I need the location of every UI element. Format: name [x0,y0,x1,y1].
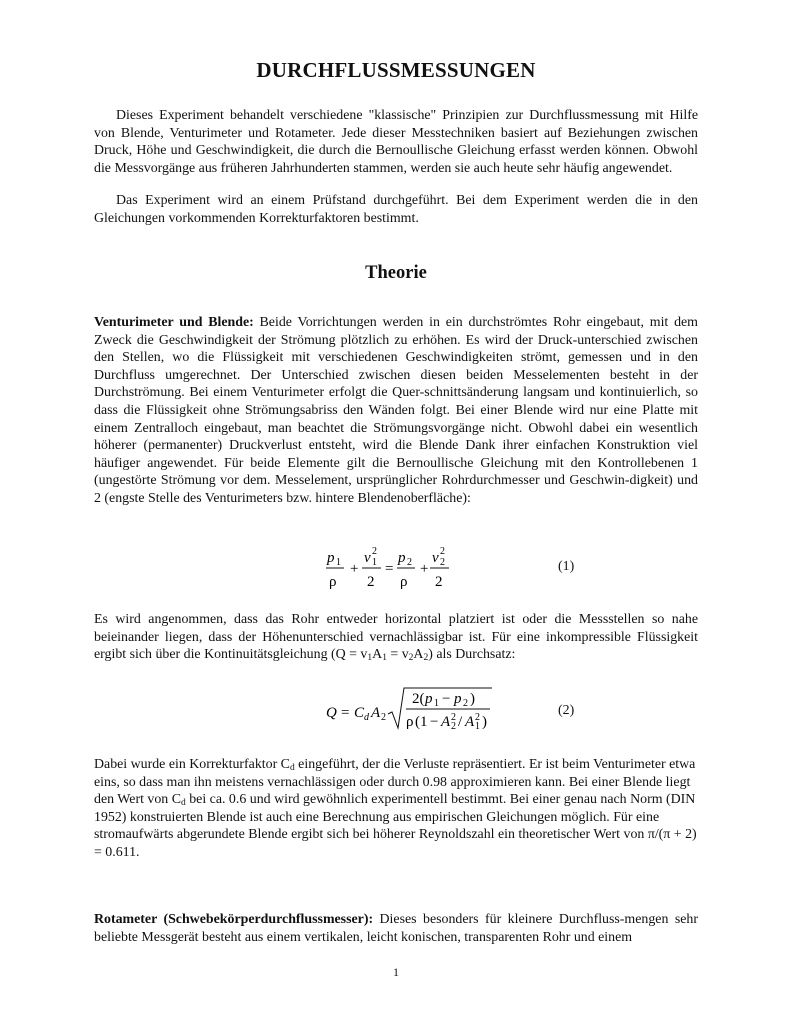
svg-text:1: 1 [372,557,377,568]
venturi-text: Beide Vorrichtungen werden in ein durchströmtes Rohr eingebaut, mit dem Zweck die Geschwindigkeit der Strömung plötzlich zu erhöhen. Es wird der Druck-unterschied zwischen den Stellen, wo die Flüssigkeit mit verschiedenen Geschwindigkeiten strömt, gemessen und in den Durchfluss umgerechnet. Der Unterschied zwischen diesen beiden Messelementen besteht in der Durchströmung. Bei einem Venturimeter erfolgt die Quer-schnittsänderung langsam und kontinuierlich, so dass die Flüssigkeit ohne Strömungsabriss den Wänden folgt. Bei einer Blende wird nur eine Platte mit einem Zentralloch eingebaut, man beachtet die Strömungsvorgänge nicht. Obwohl dabei ein wesentlich höherer (permanenter) Druckverlust entsteht, wird die Blende Dank ihrer einfachen Konstruktion viel häufiger angewendet. Für beide Elemente gilt die Bernoullische Gleichung mit den Kontrollebenen 1 (ungestörte Strömung vor dem. Messelement, ursprünglicher Rohrdurchmesser und Geschwin-digkeit) und 2 (engste Stelle des Venturimeters bzw. hintere Blendenoberfläche): [94,315,698,506]
svg-text:p: p [454,691,462,707]
svg-text:d: d [364,712,369,723]
svg-text:p: p [425,691,433,707]
intro-paragraph-1: Dieses Experiment behandelt verschiedene "klassische" Prinzipien zur Durchflussmessung mit Hilfe von Blende, Venturimeter und Rotameter. Jede dieser Messtechniken basiert auf Beziehungen zwischen Druck, Höhe und Geschwindigkeit, die durch die Bernoullische Gleichung erfasst werden können. Obwohl die Messvorgänge aus früheren Jahrhunderten stammen, werden sie auch heute sehr häufig angewendet. [94,108,698,176]
svg-text:2: 2 [451,721,456,732]
svg-text:): ) [482,714,487,730]
rotameter-label: Rotameter (Schwebekörperdurchflussmesser): [94,912,374,927]
svg-text:2: 2 [451,712,456,723]
svg-text:−: − [442,691,451,707]
section-heading-theorie: Theorie [365,263,427,283]
correction-factor-paragraph: Dabei wurde ein Korrekturfaktor $C_d$ eingeführt, der die Verluste repräsentiert. Er ist beim Venturimeter etwa eins, so dass man ihn meistens vernachlässigen oder durch 0.98 approximieren kann. Bei einer Blende liegt den Wert von $C_d$ bei ca. 0.6 und wird gewöhnlich experimentell bestimmt. Bei einer genau nach Norm (DIN 1952) konstruierten Blende ist auch eine Berechnung aus empirischen Gleichungen möglich. Für eine stromaufwärts abgerundete Blende ergibt sich bei höherer Reynoldszahl ein theoretischer Wert von π/(π + 2) = 0.611. [94,757,697,860]
svg-text:p: p [398,550,406,566]
svg-text:2: 2 [463,698,468,709]
rotameter-text: Dieses besonders für kleinere Durchfluss-mengen sehr beliebte Messgerät besteht aus einem vertikalen, leicht konischen, transparenten Rohr und einem [94,912,698,945]
equation-2-formula [94,684,698,744]
svg-text:A: A [441,714,451,730]
document-title: DURCHFLUSSMESSUNGEN [256,58,536,82]
svg-text:2(: 2( [412,691,425,707]
equation-2-number: (2) [558,703,575,718]
equation-2 [94,684,698,744]
svg-text:1: 1 [475,721,480,732]
svg-text:A: A [465,714,475,730]
svg-text:2: 2 [407,557,412,568]
svg-text:=: = [341,705,350,721]
equation-1 [94,540,698,600]
svg-text:): ) [470,691,475,707]
svg-text:Q: Q [326,705,337,721]
page-number: 1 [393,965,399,979]
svg-text:+: + [420,561,429,577]
svg-text:ρ: ρ [406,714,414,730]
svg-text:2: 2 [435,574,443,590]
svg-text:ρ: ρ [400,574,408,590]
svg-text:2: 2 [367,574,375,590]
rotameter-paragraph [94,911,698,946]
svg-text:2: 2 [475,712,480,723]
intro-paragraph-2: Das Experiment wird an einem Prüfstand durchgeführt. Bei dem Experiment werden die in den Gleichungen vorkommenden Korrekturfaktoren bestimmt. [94,193,698,226]
svg-text:−: − [430,714,439,730]
svg-text:A: A [371,705,381,721]
venturi-paragraph [94,314,698,508]
equation-1-number: (1) [558,559,575,574]
svg-text:v: v [364,550,371,566]
svg-text:1: 1 [434,698,439,709]
venturi-label: Venturimeter und Blende: [94,315,254,330]
svg-text:ρ: ρ [329,574,337,590]
continuity-paragraph: Es wird angenommen, dass das Rohr entweder horizontal platziert ist oder die Messstellen so nahe beieinander liegen, dass der Höhenunterschied vernachlässigbar ist. Für eine inkompressible Flüssigkeit ergibt sich über die Kontinuitätsgleichung $(Q = v_1A_1 = v_2A_2)$ als Durchsatz: [94,612,698,664]
svg-text:/: / [458,714,463,730]
svg-text:v: v [432,550,439,566]
svg-text:=: = [385,561,394,577]
equation-1-formula [94,540,698,600]
svg-text:1: 1 [336,557,341,568]
svg-text:2: 2 [440,557,445,568]
svg-text:p: p [327,550,335,566]
svg-text:2: 2 [440,546,445,557]
svg-text:(1: (1 [415,714,428,730]
svg-text:C: C [354,705,365,721]
svg-text:+: + [350,561,359,577]
svg-text:2: 2 [381,712,386,723]
svg-text:2: 2 [372,546,377,557]
